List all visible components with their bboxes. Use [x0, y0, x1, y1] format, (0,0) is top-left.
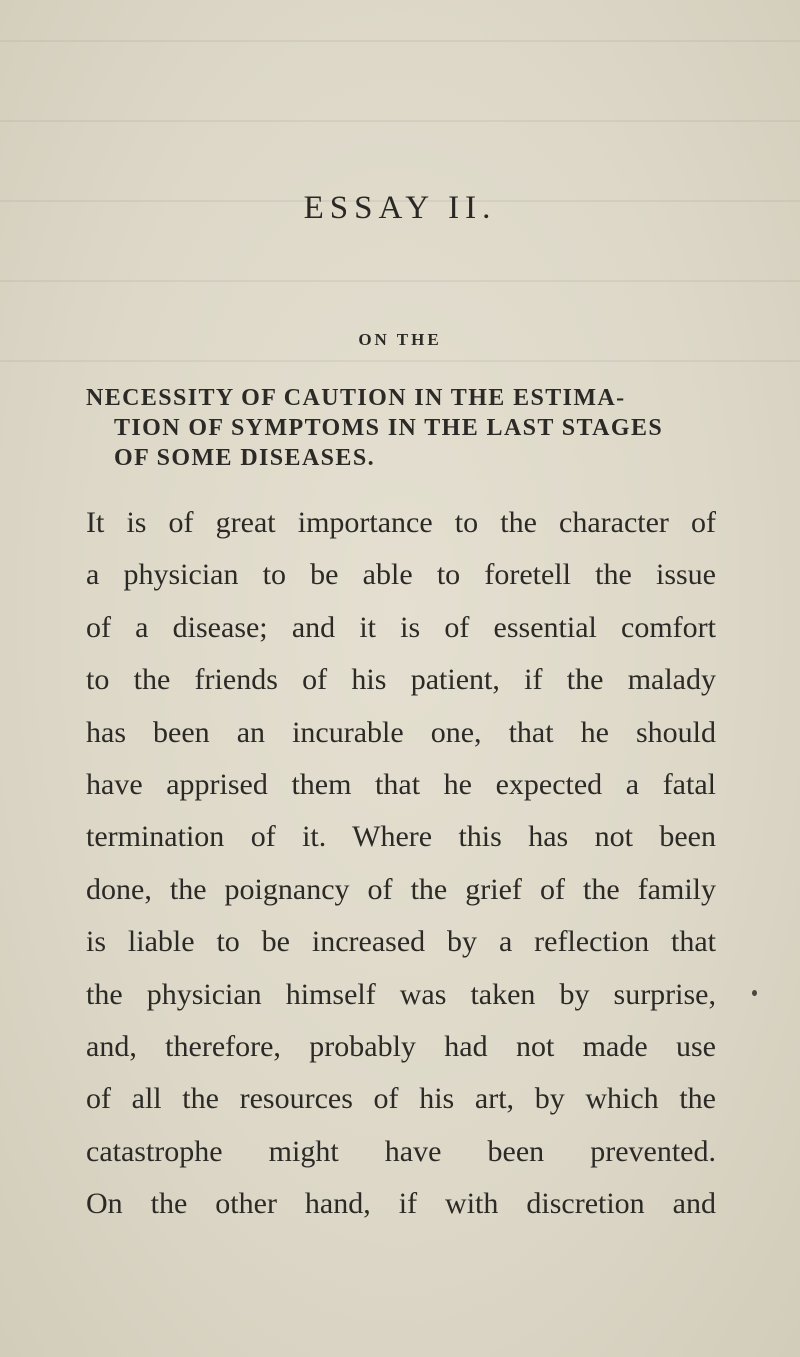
body-line: to the friends of his patient, if the malady — [86, 663, 716, 697]
ink-speck — [752, 990, 757, 996]
body-line: have apprised them that he expected a fatal — [86, 768, 716, 802]
body-line: the physician himself was taken by surprise, — [86, 977, 716, 1011]
essay-body — [86, 497, 716, 1231]
body-line: done, the poignancy of the grief of the family — [86, 872, 716, 906]
body-line: is liable to be increased by a reflection that — [86, 925, 716, 959]
body-line: catastrophe might have been prevented. — [86, 1134, 716, 1168]
essay-intro: ON THE — [358, 330, 442, 349]
subject-line: TION OF SYMPTOMS IN THE LAST STAGES — [114, 415, 664, 441]
essay-title: ESSAY II. — [303, 190, 497, 226]
body-line: termination of it. Where this has not been — [86, 820, 716, 854]
body-line: On the other hand, if with discretion and — [86, 1187, 716, 1221]
subject-line: NECESSITY OF CAUTION IN THE ESTIMA- — [86, 385, 626, 411]
body-line: It is of great importance to the character of — [86, 506, 716, 539]
body-line: of all the resources of his art, by which the — [86, 1082, 716, 1116]
body-line: and, therefore, probably had not made use — [86, 1030, 716, 1064]
body-line: of a disease; and it is of essential comfort — [86, 610, 716, 644]
subject-line: OF SOME DISEASES. — [114, 445, 375, 471]
body-line: has been an incurable one, that he should — [86, 715, 716, 749]
essay-subject — [86, 383, 726, 473]
body-line: a physician to be able to foretell the issue — [86, 558, 716, 592]
